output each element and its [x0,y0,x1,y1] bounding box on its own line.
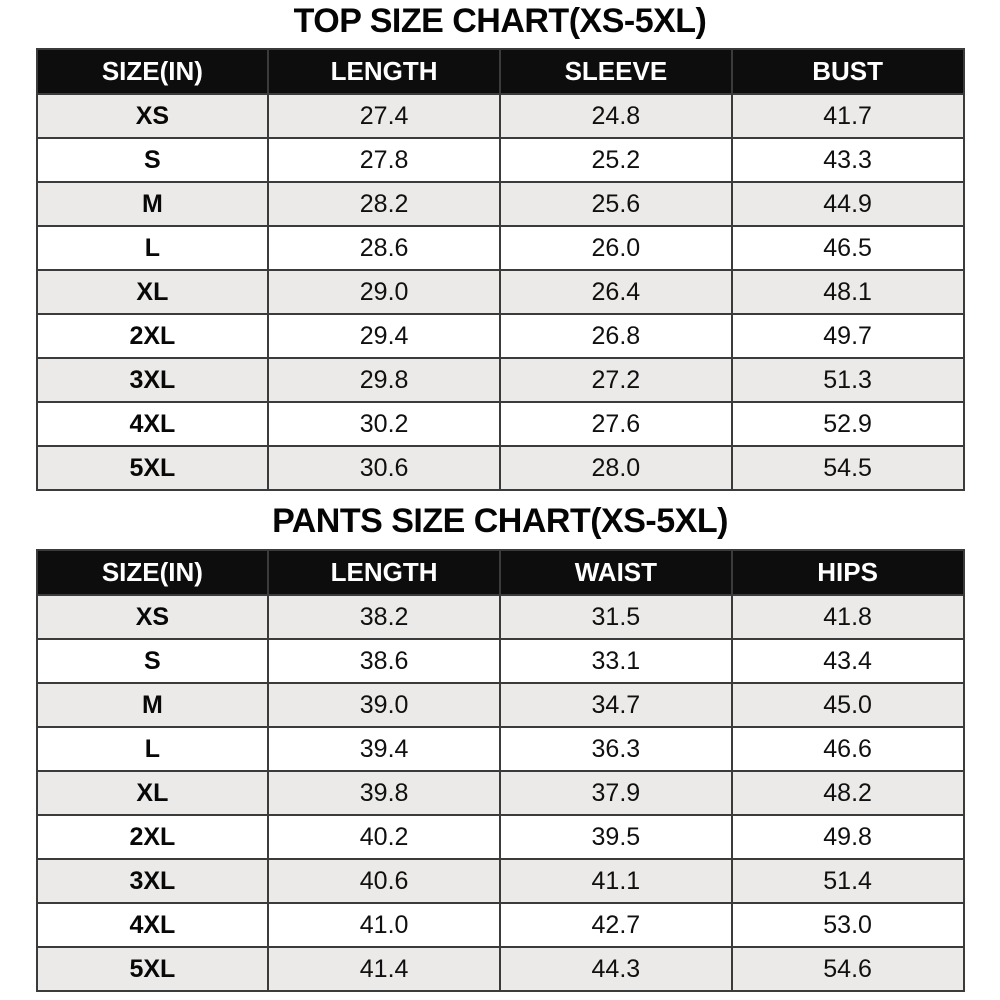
pants-size-chart-header [37,550,964,595]
top-size-chart-body [37,94,964,490]
column-header-sleeve: SLEEVE [500,49,732,94]
top-size-chart-section [0,2,1000,491]
size-label-cell: XS [37,94,269,138]
measurement-cell: 28.2 [268,182,500,226]
size-label-cell: S [37,138,269,182]
table-row [37,446,964,490]
size-label-cell: 5XL [37,446,269,490]
size-label-cell: 2XL [37,314,269,358]
size-label-cell: L [37,226,269,270]
measurement-cell: 39.8 [268,771,500,815]
pants-size-chart-title: PANTS SIZE CHART(XS-5XL) [272,502,728,541]
table-row [37,270,964,314]
header-row [37,49,964,94]
measurement-cell: 51.3 [732,358,964,402]
table-row [37,138,964,182]
top-size-chart-table [36,48,965,491]
measurement-cell: 30.2 [268,402,500,446]
measurement-cell: 43.4 [732,639,964,683]
measurement-cell: 34.7 [500,683,732,727]
measurement-cell: 27.4 [268,94,500,138]
measurement-cell: 30.6 [268,446,500,490]
table-row [37,727,964,771]
table-row [37,639,964,683]
measurement-cell: 31.5 [500,595,732,639]
measurement-cell: 29.0 [268,270,500,314]
table-row [37,815,964,859]
measurement-cell: 28.0 [500,446,732,490]
measurement-cell: 40.2 [268,815,500,859]
column-header-bust: BUST [732,49,964,94]
measurement-cell: 48.1 [732,270,964,314]
measurement-cell: 45.0 [732,683,964,727]
size-label-cell: 5XL [37,947,269,991]
table-row [37,402,964,446]
measurement-cell: 27.8 [268,138,500,182]
measurement-cell: 26.8 [500,314,732,358]
measurement-cell: 27.6 [500,402,732,446]
measurement-cell: 28.6 [268,226,500,270]
column-header-hips: HIPS [732,550,964,595]
column-header-waist: WAIST [500,550,732,595]
measurement-cell: 39.4 [268,727,500,771]
measurement-cell: 27.2 [500,358,732,402]
measurement-cell: 26.0 [500,226,732,270]
measurement-cell: 54.5 [732,446,964,490]
column-header-length: LENGTH [268,49,500,94]
header-row [37,550,964,595]
column-header-size: SIZE(IN) [37,49,269,94]
measurement-cell: 38.6 [268,639,500,683]
measurement-cell: 29.8 [268,358,500,402]
table-row [37,771,964,815]
measurement-cell: 41.7 [732,94,964,138]
size-label-cell: S [37,639,269,683]
table-row [37,226,964,270]
column-header-size: SIZE(IN) [37,550,269,595]
measurement-cell: 46.6 [732,727,964,771]
table-row [37,859,964,903]
measurement-cell: 40.6 [268,859,500,903]
column-header-length: LENGTH [268,550,500,595]
size-label-cell: XS [37,595,269,639]
table-row [37,94,964,138]
measurement-cell: 51.4 [732,859,964,903]
size-label-cell: M [37,683,269,727]
size-label-cell: XL [37,270,269,314]
pants-size-chart-section [0,502,1000,992]
measurement-cell: 49.7 [732,314,964,358]
measurement-cell: 49.8 [732,815,964,859]
size-label-cell: 2XL [37,815,269,859]
measurement-cell: 52.9 [732,402,964,446]
measurement-cell: 24.8 [500,94,732,138]
pants-size-chart-table [36,549,965,992]
measurement-cell: 26.4 [500,270,732,314]
measurement-cell: 25.6 [500,182,732,226]
measurement-cell: 44.3 [500,947,732,991]
measurement-cell: 33.1 [500,639,732,683]
table-row [37,683,964,727]
measurement-cell: 46.5 [732,226,964,270]
measurement-cell: 37.9 [500,771,732,815]
measurement-cell: 41.1 [500,859,732,903]
measurement-cell: 39.5 [500,815,732,859]
measurement-cell: 54.6 [732,947,964,991]
measurement-cell: 36.3 [500,727,732,771]
size-label-cell: M [37,182,269,226]
measurement-cell: 43.3 [732,138,964,182]
measurement-cell: 41.4 [268,947,500,991]
size-label-cell: 4XL [37,402,269,446]
measurement-cell: 25.2 [500,138,732,182]
top-size-chart-header [37,49,964,94]
measurement-cell: 29.4 [268,314,500,358]
measurement-cell: 41.0 [268,903,500,947]
table-row [37,358,964,402]
size-label-cell: L [37,727,269,771]
table-row [37,947,964,991]
table-row [37,314,964,358]
size-label-cell: 4XL [37,903,269,947]
measurement-cell: 41.8 [732,595,964,639]
top-size-chart-title: TOP SIZE CHART(XS-5XL) [293,2,707,40]
measurement-cell: 44.9 [732,182,964,226]
measurement-cell: 42.7 [500,903,732,947]
measurement-cell: 38.2 [268,595,500,639]
table-row [37,903,964,947]
size-label-cell: 3XL [37,358,269,402]
size-label-cell: XL [37,771,269,815]
size-label-cell: 3XL [37,859,269,903]
measurement-cell: 48.2 [732,771,964,815]
pants-size-chart-body [37,595,964,991]
table-row [37,182,964,226]
measurement-cell: 39.0 [268,683,500,727]
measurement-cell: 53.0 [732,903,964,947]
table-row [37,595,964,639]
